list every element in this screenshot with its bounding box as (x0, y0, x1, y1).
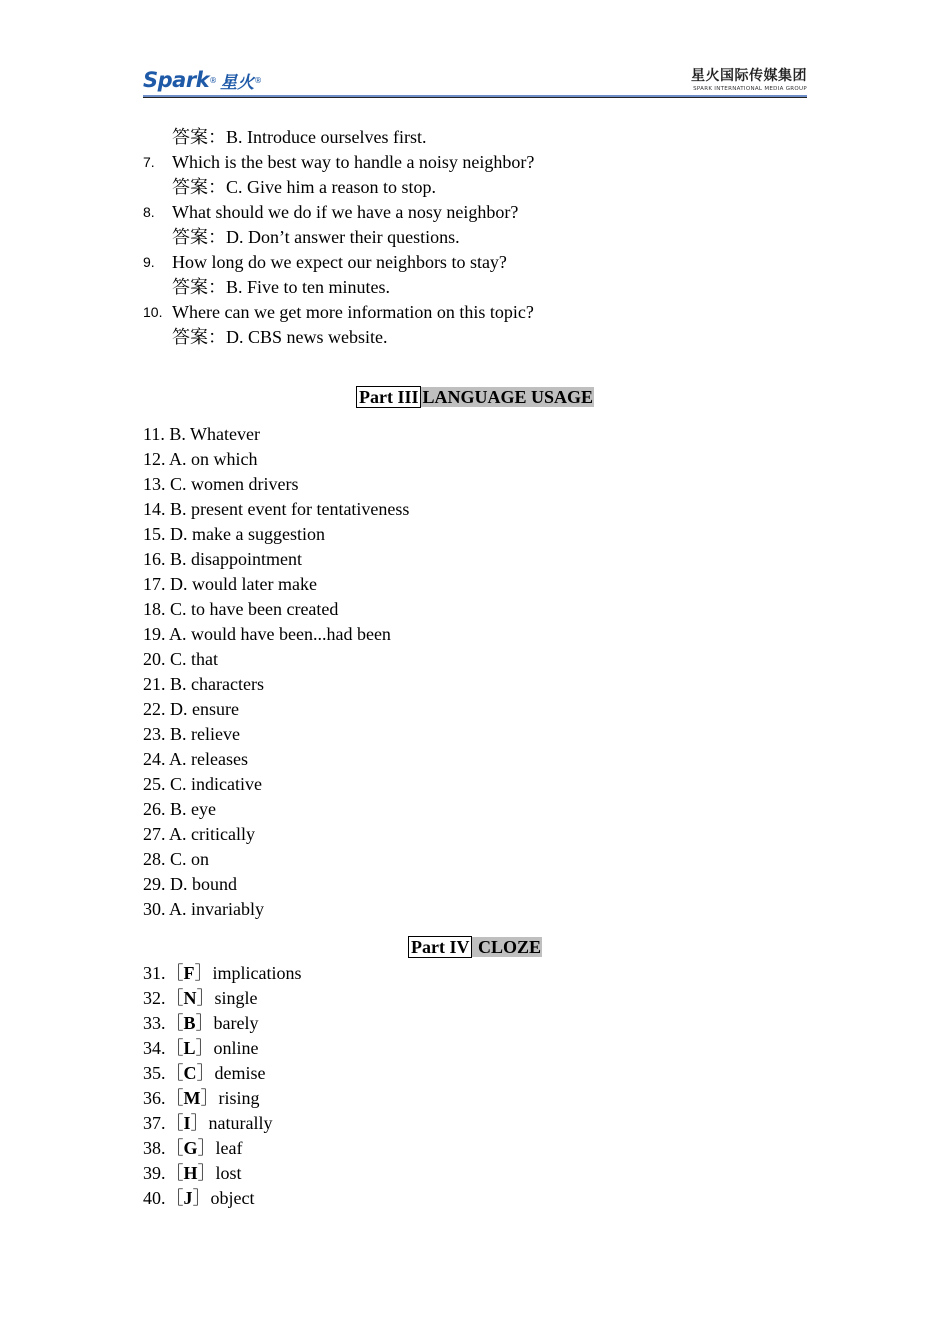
bracket-close: ］ (197, 1138, 216, 1158)
question-number: 8. (143, 204, 155, 220)
item-number: 32. (143, 988, 166, 1008)
question-text: What should we do if we have a nosy neighbor? (172, 202, 519, 222)
answer-line (143, 225, 807, 250)
answer-item: 28. C. on (143, 849, 210, 869)
answer-text: C. Give him a reason to stop. (226, 177, 436, 197)
bracket-open: ［ (165, 1138, 184, 1158)
question-line (143, 250, 807, 275)
section-title-part3 (143, 386, 807, 408)
question-number: 10. (143, 304, 163, 320)
cloze-answer-item (143, 1061, 807, 1086)
bracket-close: ］ (194, 963, 213, 983)
answer-prefix: 答案： (172, 177, 226, 197)
question-line (143, 300, 807, 325)
answer-item: 12. A. on which (143, 449, 258, 469)
answer-word: single (214, 988, 258, 1008)
part4-answer-list (143, 961, 807, 1211)
logo-chinese: 星火 (220, 72, 255, 93)
answer-text: B. Five to ten minutes. (226, 277, 390, 297)
answer-word: implications (212, 963, 302, 983)
bracket-open: ［ (165, 1088, 184, 1108)
answer-word: object (210, 1188, 255, 1208)
bracket-open: ［ (165, 1163, 184, 1183)
answer-letter: B (183, 1013, 196, 1033)
group-name-cn: 星火国际传媒集团 (691, 68, 807, 84)
answer-item: 19. A. would have been...had been (143, 624, 391, 644)
item-number: 39. (143, 1163, 166, 1183)
answer-letter: I (183, 1113, 191, 1133)
answer-word: demise (214, 1063, 266, 1083)
bracket-close: ］ (195, 1013, 214, 1033)
page-content (143, 125, 807, 1211)
answer-letter: M (183, 1088, 201, 1108)
answer-letter: N (183, 988, 197, 1008)
answer-prefix: 答案： (172, 227, 226, 247)
answer-word: leaf (215, 1138, 243, 1158)
bracket-open: ［ (165, 1113, 184, 1133)
item-number: 31. (143, 963, 166, 983)
answer-text: B. Introduce ourselves first. (226, 127, 427, 147)
section-label-shaded: CLOZE (473, 937, 541, 957)
item-number: 37. (143, 1113, 166, 1133)
section-label-shaded: LANGUAGE USAGE (422, 387, 594, 407)
part3-answer-list (143, 422, 807, 922)
bracket-open: ［ (165, 988, 184, 1008)
cloze-answer-item (143, 986, 807, 1011)
answer-item: 23. B. relieve (143, 724, 240, 744)
cloze-answer-item (143, 1136, 807, 1161)
item-number: 33. (143, 1013, 166, 1033)
bracket-open: ［ (165, 1063, 184, 1083)
spark-logo (143, 66, 262, 94)
answer-item: 11. B. Whatever (143, 424, 260, 444)
answer-line (143, 175, 807, 200)
answer-line (143, 325, 807, 350)
logo-cn-reg-mark: ® (254, 75, 263, 85)
answer-item: 18. C. to have been created (143, 599, 339, 619)
spacer (143, 922, 807, 936)
answer-word: lost (215, 1163, 242, 1183)
answer-item: 30. A. invariably (143, 899, 264, 919)
part2-question-list (143, 150, 807, 350)
answer-prefix: 答案： (172, 127, 226, 147)
answer-item: 22. D. ensure (143, 699, 239, 719)
bracket-open: ［ (165, 1188, 184, 1208)
cloze-answer-item (143, 1161, 807, 1186)
bracket-close: ］ (196, 1063, 215, 1083)
question-text: How long do we expect our neighbors to stay? (172, 252, 507, 272)
question-text: Which is the best way to handle a noisy neighbor? (172, 152, 535, 172)
logo-reg-mark: ® (209, 75, 218, 85)
bracket-close: ］ (197, 1163, 216, 1183)
answer-item: 14. B. present event for tentativeness (143, 499, 410, 519)
cloze-answer-item (143, 1036, 807, 1061)
bracket-open: ［ (165, 1013, 184, 1033)
cloze-answer-item (143, 1111, 807, 1136)
question-number: 9. (143, 254, 155, 270)
answer-item: 15. D. make a suggestion (143, 524, 325, 544)
answer-item: 21. B. characters (143, 674, 264, 694)
question-line (143, 200, 807, 225)
item-number: 40. (143, 1188, 166, 1208)
bracket-close: ］ (195, 1038, 214, 1058)
answer-line (143, 125, 807, 150)
cloze-answer-item (143, 1086, 807, 1111)
answer-item: 26. B. eye (143, 799, 216, 819)
header-rule (143, 95, 807, 98)
bracket-close: ］ (190, 1113, 209, 1133)
answer-item: 17. D. would later make (143, 574, 317, 594)
bracket-close: ］ (192, 1188, 211, 1208)
question-line (143, 150, 807, 175)
answer-text: D. Don’t answer their questions. (226, 227, 460, 247)
spacer (143, 350, 807, 375)
item-number: 35. (143, 1063, 166, 1083)
answer-letter: J (183, 1188, 193, 1208)
answer-item: 29. D. bound (143, 874, 237, 894)
cloze-answer-item (143, 1186, 807, 1211)
group-name-en: SPARK INTERNATIONAL MEDIA GROUP (693, 86, 807, 92)
question-number: 7. (143, 154, 155, 170)
answer-text: D. CBS news website. (226, 327, 388, 347)
cloze-answer-item (143, 1011, 807, 1036)
section-label-box: Part III (356, 386, 422, 408)
answer-letter: L (183, 1038, 196, 1058)
answer-word: barely (213, 1013, 259, 1033)
answer-item: 13. C. women drivers (143, 474, 299, 494)
bracket-open: ［ (165, 963, 184, 983)
question-text: Where can we get more information on this topic? (172, 302, 534, 322)
bracket-close: ］ (196, 988, 215, 1008)
answer-prefix: 答案： (172, 277, 226, 297)
item-number: 34. (143, 1038, 166, 1058)
answer-letter: G (183, 1138, 198, 1158)
bracket-open: ［ (165, 1038, 184, 1058)
answer-item: 24. A. releases (143, 749, 248, 769)
bracket-close: ］ (200, 1088, 219, 1108)
group-logo (691, 65, 807, 92)
answer-letter: H (183, 1163, 198, 1183)
page-header (143, 62, 807, 98)
answer-word: rising (218, 1088, 260, 1108)
cloze-answer-item (143, 961, 807, 986)
answer-item: 25. C. indicative (143, 774, 262, 794)
item-number: 38. (143, 1138, 166, 1158)
answer-line (143, 275, 807, 300)
logo-brand: Spark (143, 68, 210, 92)
item-number: 36. (143, 1088, 166, 1108)
answer-prefix: 答案： (172, 327, 226, 347)
answer-item: 27. A. critically (143, 824, 255, 844)
section-title-part4 (143, 936, 807, 958)
spacer (143, 408, 807, 422)
section-label-box: Part IV (408, 936, 472, 958)
answer-letter: F (183, 963, 195, 983)
answer-item: 20. C. that (143, 649, 218, 669)
answer-item: 16. B. disappointment (143, 549, 302, 569)
answer-letter: C (183, 1063, 197, 1083)
answer-word: online (213, 1038, 259, 1058)
answer-word: naturally (208, 1113, 273, 1133)
